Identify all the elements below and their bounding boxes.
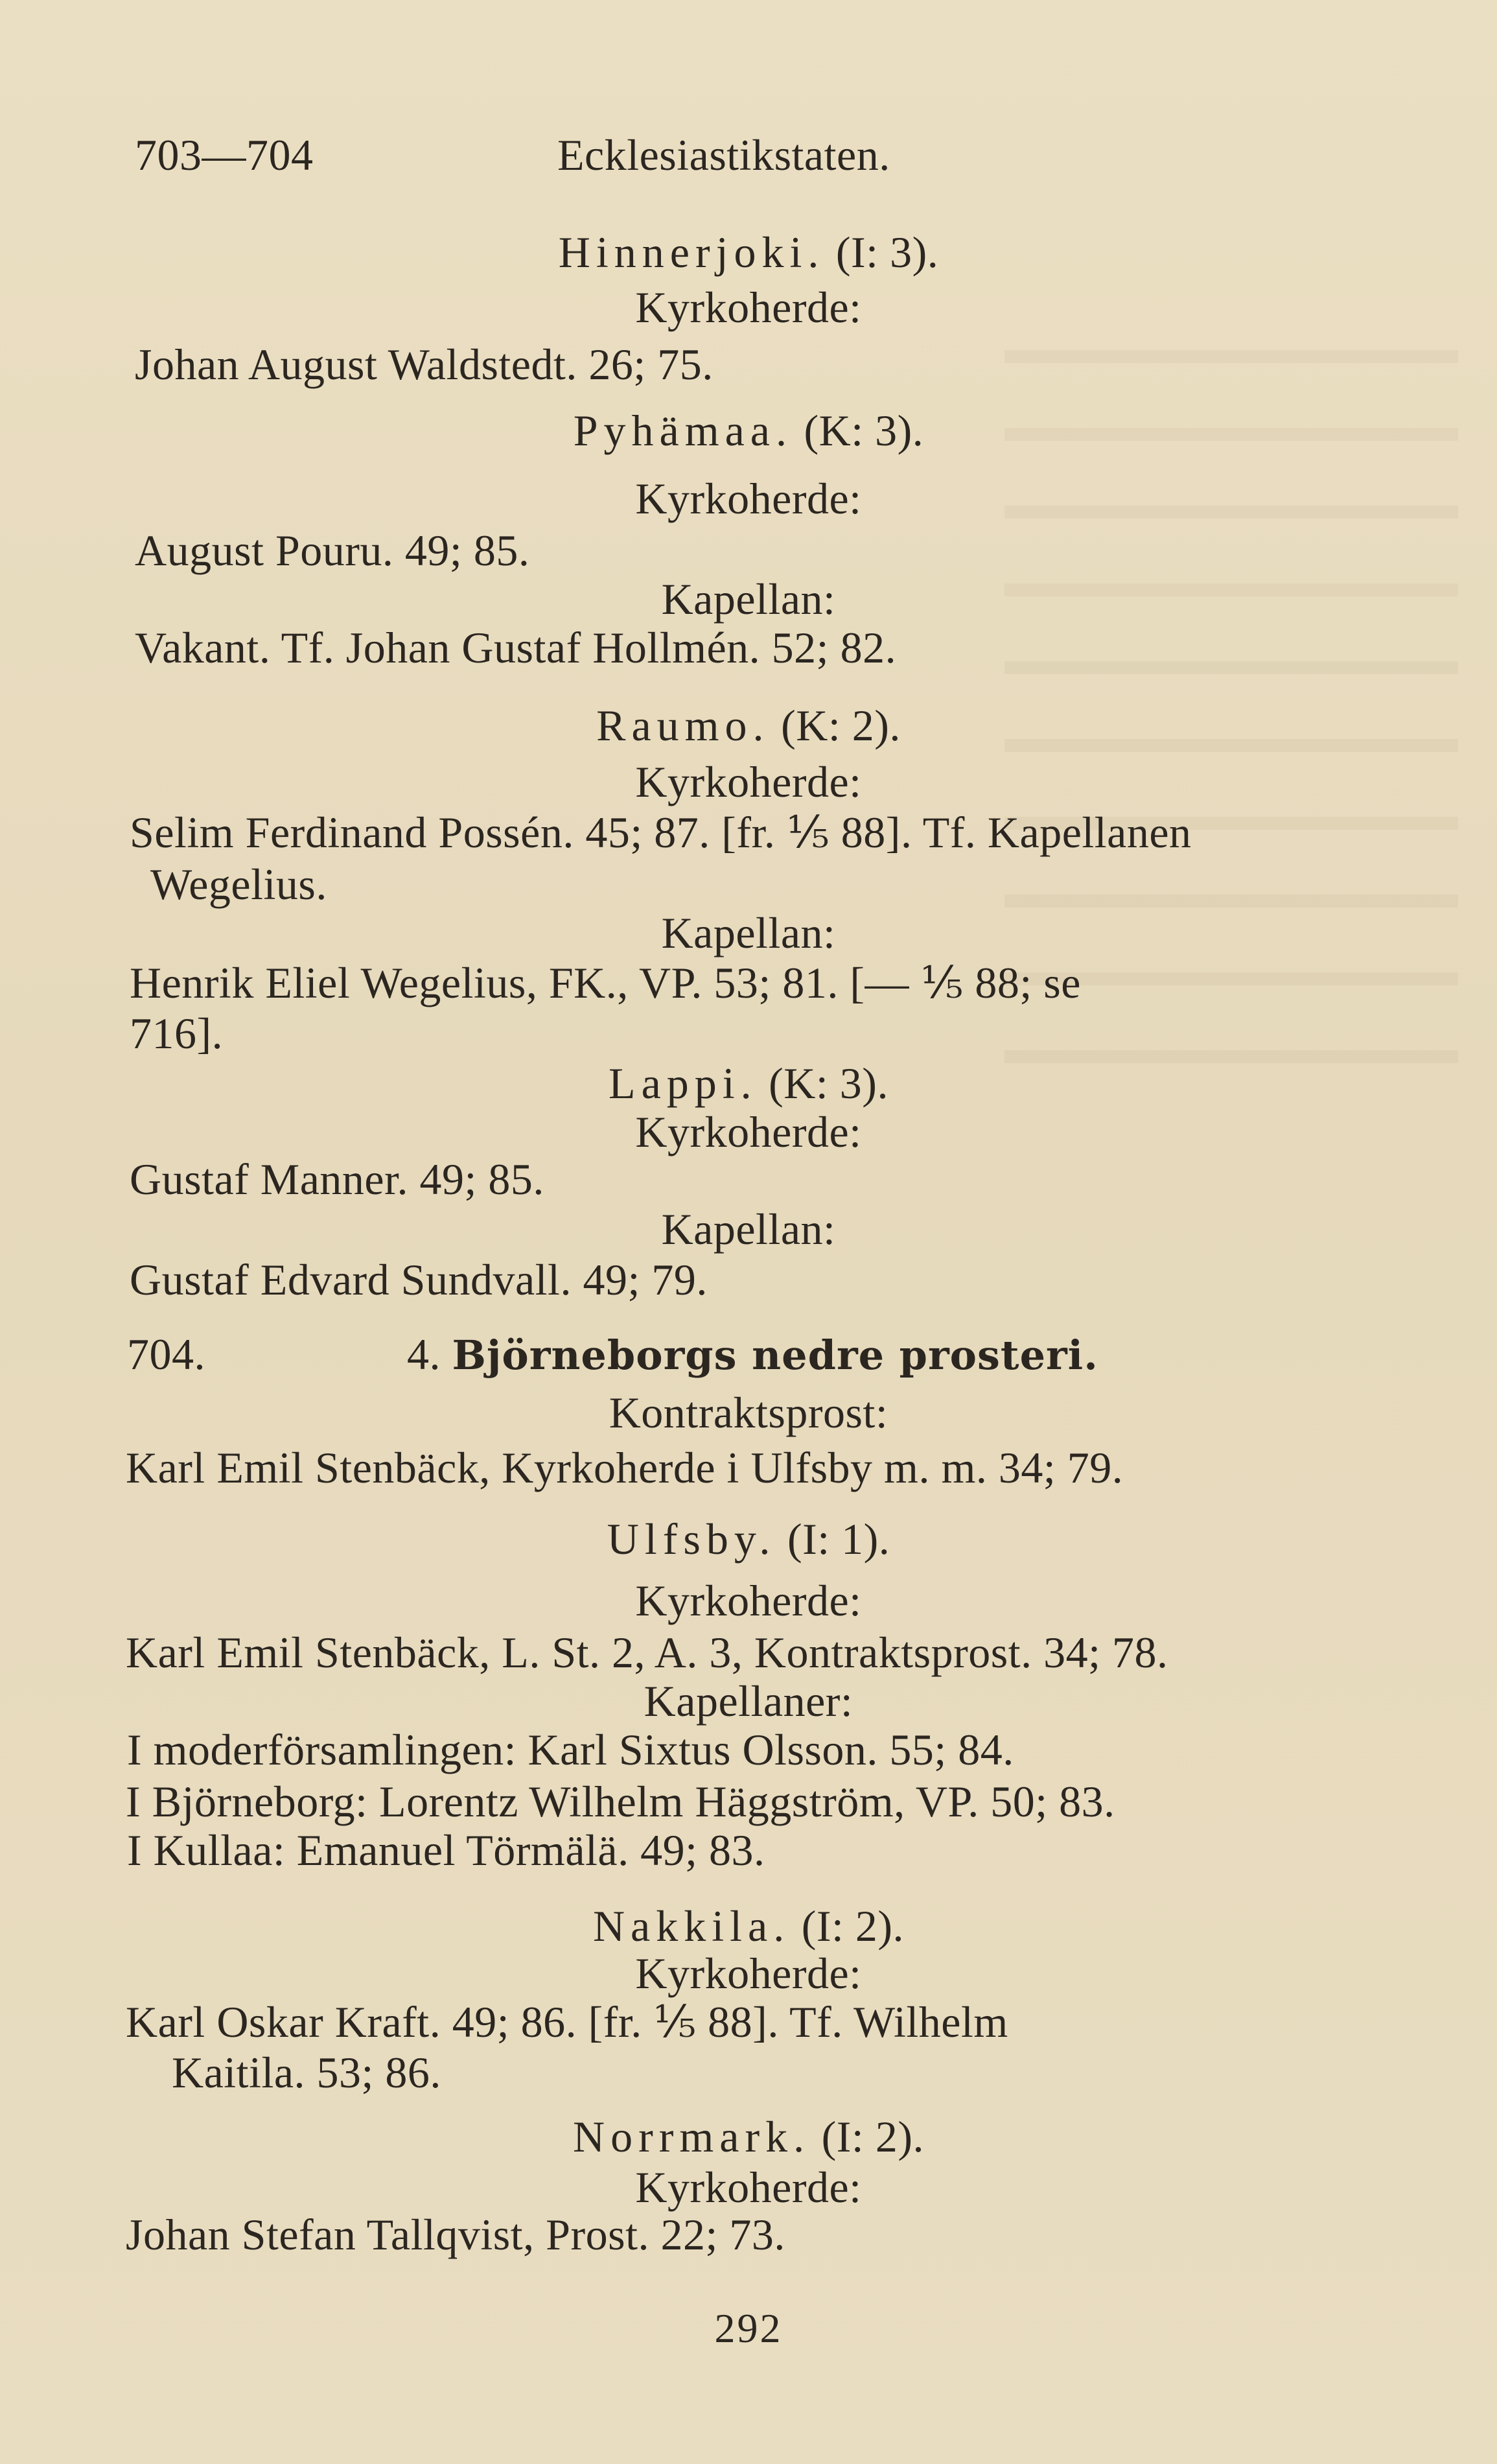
parish-name: Hinnerjoki. xyxy=(558,228,825,277)
parish-name: Pyhämaa. xyxy=(573,406,793,455)
entry-line: Gustaf Manner. 49; 85. xyxy=(130,1155,544,1204)
role-label: Kontraktsprost: xyxy=(609,1388,888,1437)
entry-line: Henrik Eliel Wegelius, FK., VP. 53; 81. [— ⅕ 88; se xyxy=(130,958,1081,1007)
parish-code: (K: 3). xyxy=(804,406,924,455)
role-label: Kyrkoherde: xyxy=(635,1576,862,1625)
section-number: 704. xyxy=(127,1330,205,1379)
entry-line-continued: 716]. xyxy=(130,1009,224,1058)
role-label: Kapellan: xyxy=(661,1204,836,1254)
entry-line: Gustaf Edvard Sundvall. 49; 79. xyxy=(130,1255,708,1304)
parish-heading-ulfsby xyxy=(0,1514,1497,1564)
parish-name: Ulfsby. xyxy=(607,1514,776,1564)
role-label: Kyrkoherde: xyxy=(635,474,862,523)
parish-name: Nakkila. xyxy=(592,1901,791,1951)
role-label: Kapellaner: xyxy=(644,1676,853,1726)
running-title: Ecklesiastikstaten. xyxy=(557,130,890,180)
parish-code: (I: 2). xyxy=(801,1901,905,1951)
role-label: Kapellan: xyxy=(661,908,836,957)
list-item: I Björneborg: Lorentz Wilhelm Häggström, VP. 50; 83. xyxy=(126,1777,1115,1826)
role-label: Kyrkoherde: xyxy=(635,283,862,332)
role-label: Kapellan: xyxy=(661,574,836,624)
entry-line: Johan August Waldstedt. 26; 75. xyxy=(135,340,714,389)
role-label: Kyrkoherde: xyxy=(635,1949,862,1998)
role-label: Kyrkoherde: xyxy=(635,757,862,806)
parish-code: (K: 3). xyxy=(769,1059,888,1108)
list-item: I Kullaa: Emanuel Törmälä. 49; 83. xyxy=(127,1825,765,1875)
entry-line: Vakant. Tf. Johan Gustaf Hollmén. 52; 82. xyxy=(135,623,897,672)
entry-line: Karl Emil Stenbäck, L. St. 2, A. 3, Kontraktsprost. 34; 78. xyxy=(126,1628,1168,1677)
parish-code: (I: 3). xyxy=(835,228,939,277)
parish-code: (K: 2). xyxy=(781,701,901,750)
title-text: Björneborgs nedre prosteri. xyxy=(452,1332,1098,1379)
entry-line: Karl Oskar Kraft. 49; 86. [fr. ⅕ 88]. Tf. Wilhelm xyxy=(126,1997,1008,2047)
entry-line-continued: Wegelius. xyxy=(150,860,327,909)
title-number: 4. xyxy=(407,1330,441,1379)
entry-line: Johan Stefan Tallqvist, Prost. 22; 73. xyxy=(126,2210,785,2259)
page-number: 292 xyxy=(714,2305,783,2351)
page-range: 703—704 xyxy=(135,130,314,180)
entry-line-continued: Kaitila. 53; 86. xyxy=(172,2048,441,2097)
parish-heading-lappi xyxy=(0,1059,1497,1108)
entry-line: August Pouru. 49; 85. xyxy=(135,526,530,575)
parish-heading-nakkila xyxy=(0,1901,1497,1951)
parish-name: Norrmark. xyxy=(573,2112,811,2161)
parish-heading-norrmark xyxy=(0,2112,1497,2161)
entry-line: Karl Emil Stenbäck, Kyrkoherde i Ulfsby m. m. 34; 79. xyxy=(126,1443,1124,1492)
parish-heading-pyhamaa xyxy=(0,406,1497,455)
section-title xyxy=(407,1330,1098,1379)
parish-code: (I: 2). xyxy=(821,2112,924,2161)
role-label: Kyrkoherde: xyxy=(635,2163,862,2212)
role-label: Kyrkoherde: xyxy=(635,1107,862,1156)
parish-heading-hinnerjoki xyxy=(0,228,1497,277)
parish-heading-raumo xyxy=(0,701,1497,750)
list-item: I moderförsamlingen: Karl Sixtus Olsson. 55; 84. xyxy=(127,1725,1014,1774)
entry-line: Selim Ferdinand Possén. 45; 87. [fr. ⅕ 88]. Tf. Kapellanen xyxy=(130,808,1192,857)
parish-name: Lappi. xyxy=(609,1059,758,1108)
parish-name: Raumo. xyxy=(596,701,770,750)
parish-code: (I: 1). xyxy=(787,1514,890,1564)
